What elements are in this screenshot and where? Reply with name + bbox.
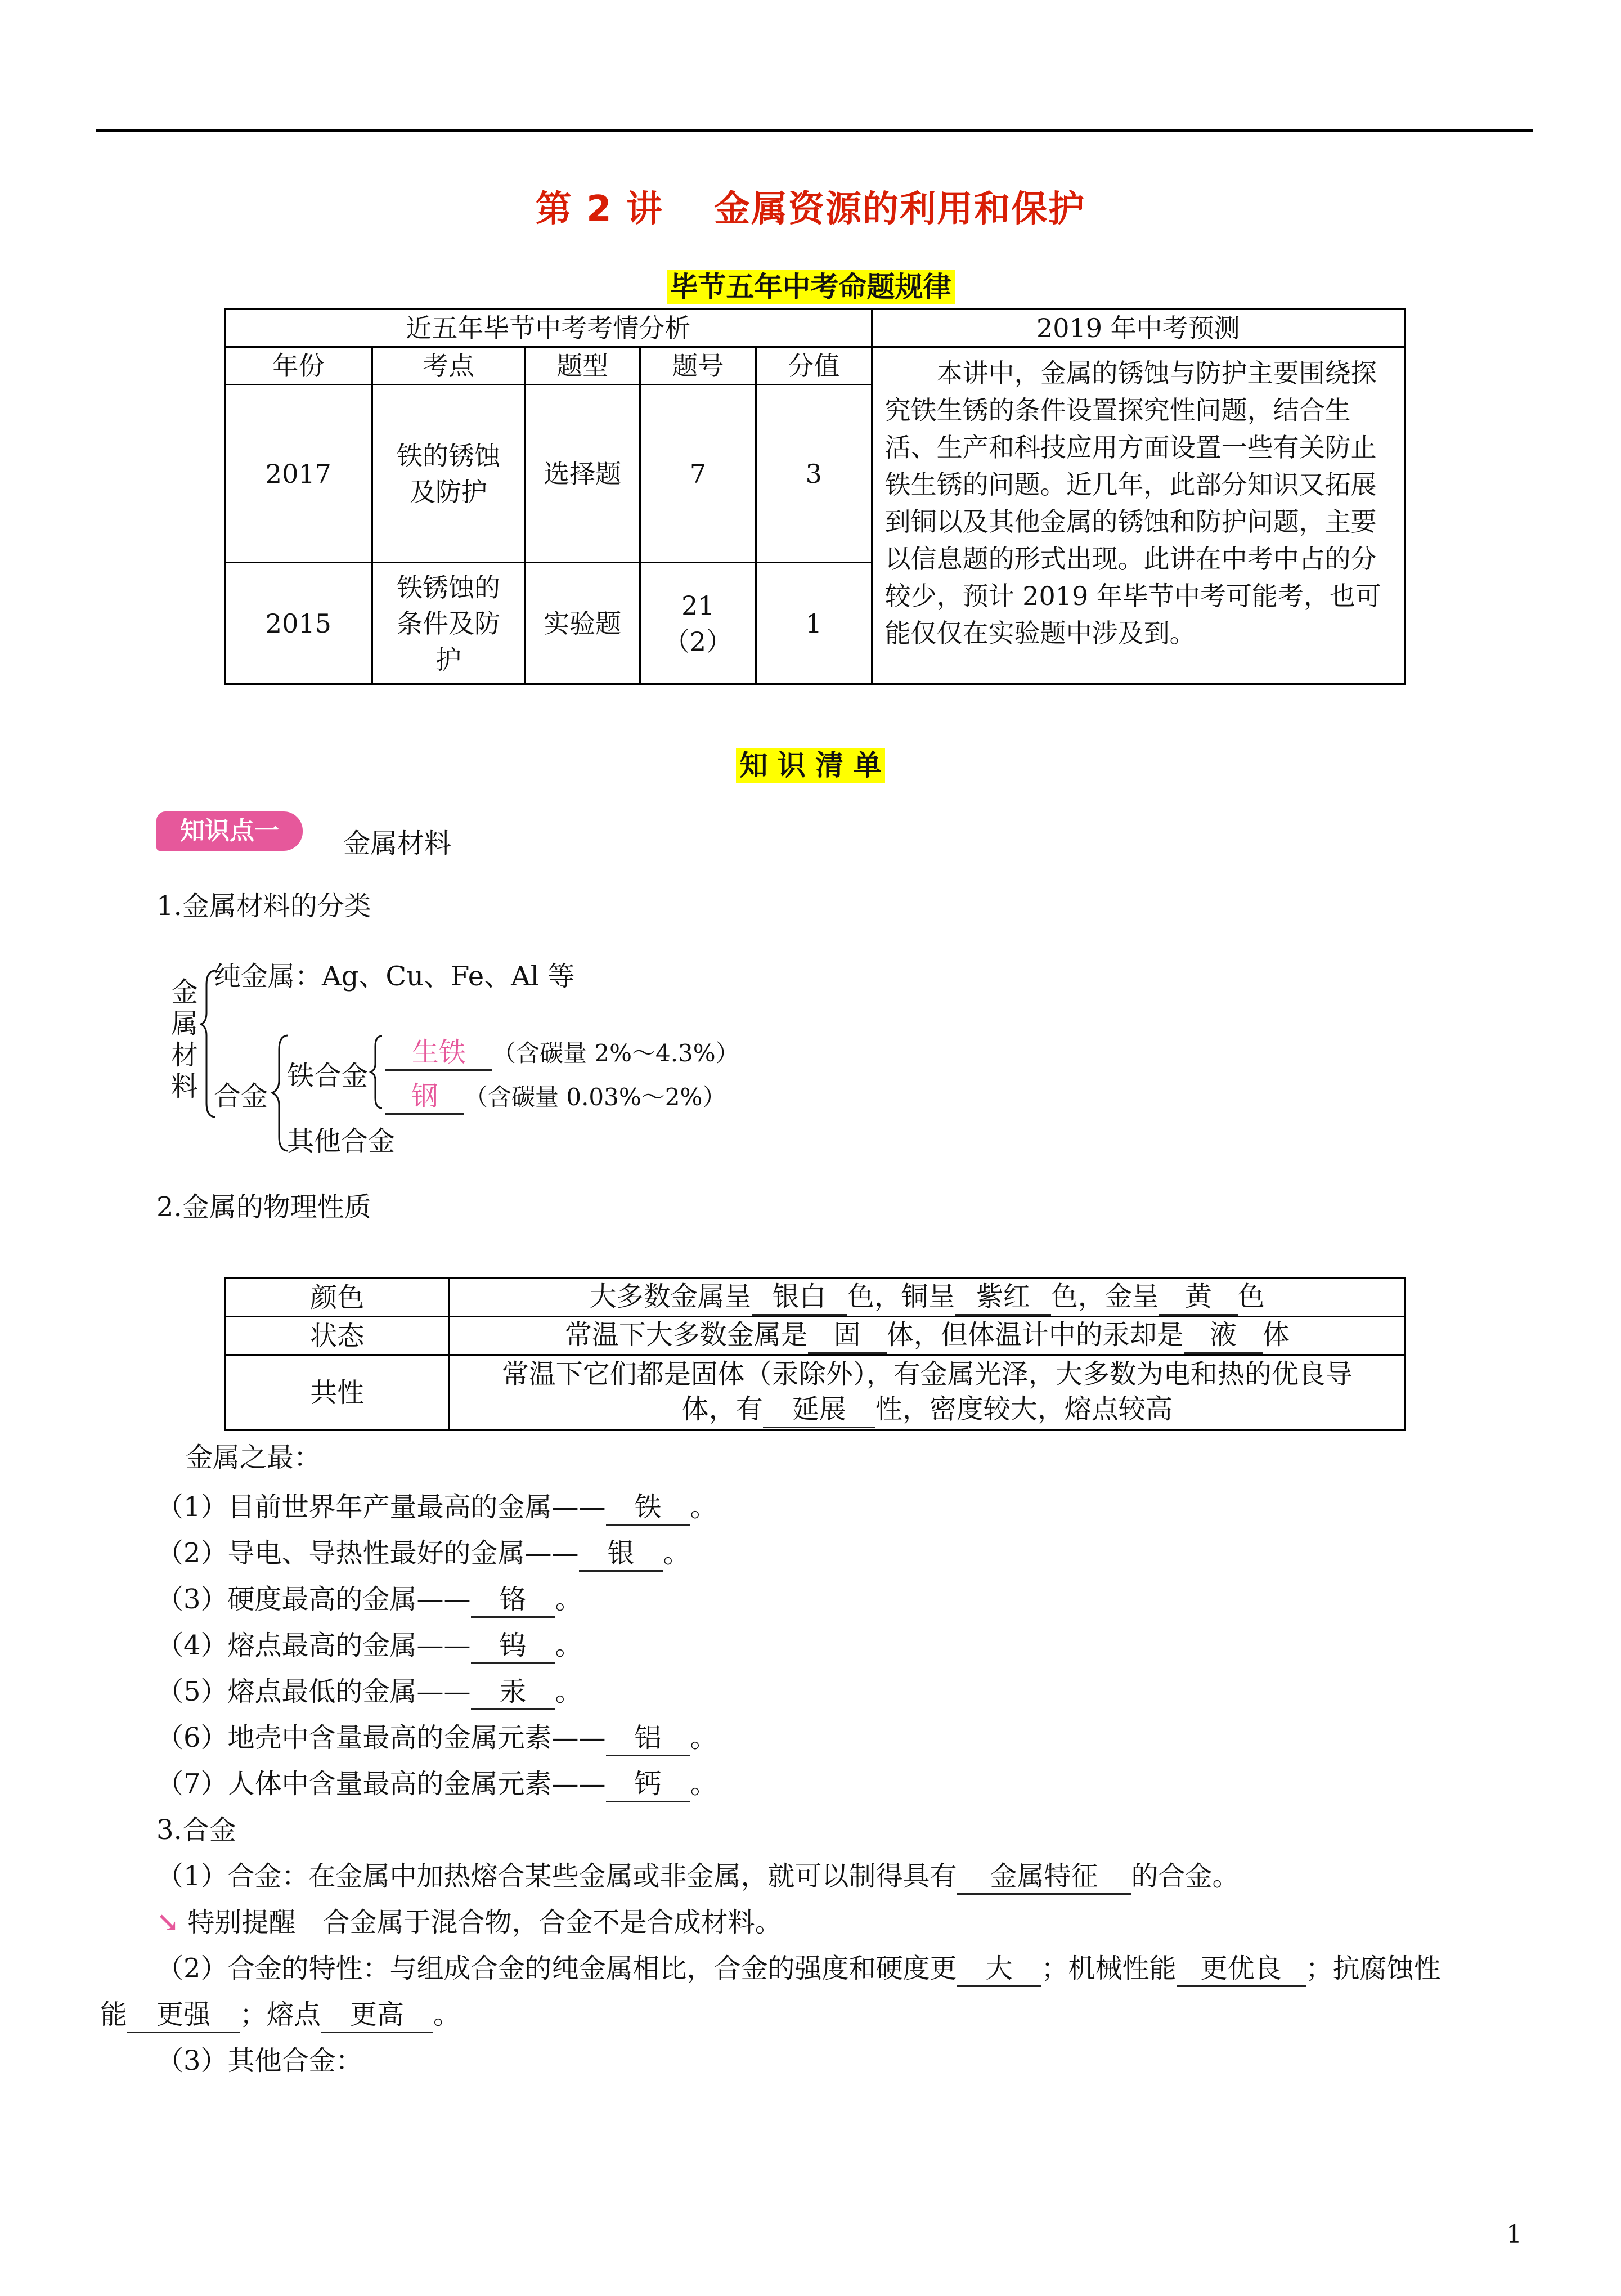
cell-number: 7 <box>640 385 756 563</box>
alloy-definition: （1）合金：在金属中加热熔合某些金属或非金属，就可以制得具有 金属特征 的合金。 <box>156 1859 1240 1895</box>
page-number: 1 <box>1506 2220 1522 2249</box>
answer-blank: 铬 <box>471 1582 555 1618</box>
answer-blank: 钙 <box>606 1767 690 1802</box>
answer-blank: 钨 <box>471 1629 555 1664</box>
answer-blank: 银 <box>579 1536 663 1572</box>
col-header-point: 考点 <box>372 347 525 385</box>
answer-blank: 更高 <box>321 1998 433 2033</box>
arrow-tip-icon: ↘ <box>156 1907 179 1938</box>
cell-number: 21（2） <box>640 563 756 684</box>
knowledge-point-badge: 知识点一 <box>156 811 303 851</box>
cell-type: 选择题 <box>525 385 640 563</box>
answer-blank: 延展 <box>763 1392 875 1428</box>
list-item: （1）目前世界年产量最高的金属—— 铁 。 <box>156 1490 717 1526</box>
col-header-score: 分值 <box>756 347 872 385</box>
list-item: （6）地壳中含量最高的金属元素—— 铝 。 <box>156 1721 717 1756</box>
classification-heading: 1.金属材料的分类 <box>156 890 371 922</box>
prediction-text: 本讲中，金属的锈蚀与防护主要围绕探究铁生锈的条件设置探究性问题，结合生活、生产和科技应用方面设置一些有关防止铁生锈的问题。近几年，此部分知识又拓展到铜以及其他金属的锈蚀和防护问题，主要以信息题的形式出现。此讲在中考中占的分较少，预计 2019 年毕节中考可能考，也可能仅仅在实验题中涉及到。 <box>872 347 1404 684</box>
col-header-year: 年份 <box>225 347 372 385</box>
cell-point: 铁的锈蚀及防护 <box>372 385 525 563</box>
steel-note: （含碳量 0.03%～2%） <box>464 1083 726 1111</box>
pig-iron-note: （含碳量 2%～4.3%） <box>492 1039 739 1067</box>
pig-iron-answer: 生铁 <box>385 1035 492 1071</box>
col-header-type: 题型 <box>525 347 640 385</box>
alloy-properties-line1: （2）合金的特性：与组成合金的纯金属相比，合金的强度和硬度更 大 ；机械性能 更优良 ；抗腐蚀性 <box>156 1952 1441 1987</box>
section-knowledge-title: 知 识 清 单 <box>0 743 1621 783</box>
answer-blank: 金属特征 <box>957 1859 1131 1895</box>
section-rule-title: 毕节五年中考命题规律 <box>0 264 1621 305</box>
metal-best-heading: 金属之最： <box>186 1442 321 1473</box>
answer-blank: 紫红 <box>955 1279 1051 1316</box>
exam-table-header-right: 2019 年中考预测 <box>872 310 1404 347</box>
cell-year: 2017 <box>225 385 372 563</box>
list-item: （2）导电、导热性最好的金属—— 银 。 <box>156 1536 690 1572</box>
cell-year: 2015 <box>225 563 372 684</box>
cell-score: 1 <box>756 563 872 684</box>
answer-blank: 铝 <box>606 1721 690 1756</box>
row-label-common: 共性 <box>225 1355 450 1430</box>
table-row <box>225 1317 1405 1355</box>
knowledge-point-title: 金属材料 <box>343 828 452 859</box>
list-item: （7）人体中含量最高的金属元素—— 钙 。 <box>156 1767 717 1802</box>
row-content-color: 大多数金属呈 银白 色，铜呈 紫红 色，金呈 黄 色 <box>450 1279 1405 1317</box>
steel-row <box>385 1079 726 1115</box>
cell-type: 实验题 <box>525 563 640 684</box>
exam-analysis-table <box>224 308 1406 685</box>
answer-blank: 汞 <box>471 1675 555 1710</box>
answer-blank: 铁 <box>606 1490 690 1526</box>
page-title: 第 2 讲 金属资源的利用和保护 <box>535 189 1086 230</box>
physical-properties-table <box>224 1277 1406 1431</box>
pure-metal: 纯金属：Ag、Cu、Fe、Al 等 <box>214 961 575 992</box>
other-alloy-label: 其他合金 <box>287 1125 396 1157</box>
alloy-properties-line2: 能 更强 ；熔点 更高 。 <box>100 1998 460 2033</box>
row-content-common: 常温下它们都是固体（汞除外），有金属光泽，大多数为电和热的优良导 体，有 延展 性，密度较大，熔点较高 <box>450 1355 1405 1430</box>
answer-blank: 固 <box>808 1317 887 1354</box>
special-tip: ↘ 特别提醒 合金属于混合物，合金不是合成材料。 <box>156 1907 782 1938</box>
table-row <box>225 1355 1405 1430</box>
col-header-number: 题号 <box>640 347 756 385</box>
answer-blank: 大 <box>957 1952 1041 1987</box>
alloy-label: 合金 <box>214 1080 268 1112</box>
row-label-state: 状态 <box>225 1317 450 1355</box>
physical-heading: 2.金属的物理性质 <box>156 1191 371 1223</box>
cell-point: 铁锈蚀的条件及防护 <box>372 563 525 684</box>
steel-answer: 钢 <box>385 1079 464 1115</box>
cell-score: 3 <box>756 385 872 563</box>
header-rule <box>96 129 1533 132</box>
iron-alloy-brace <box>369 1033 385 1111</box>
answer-blank: 银白 <box>752 1279 847 1316</box>
answer-blank: 液 <box>1184 1317 1263 1354</box>
tree-root-label: 金属材料 <box>170 976 198 1102</box>
iron-alloy-label: 铁合金 <box>287 1060 369 1092</box>
answer-blank: 黄 <box>1159 1279 1238 1316</box>
exam-table-header-left: 近五年毕节中考考情分析 <box>225 310 872 347</box>
list-item: （4）熔点最高的金属—— 钨 。 <box>156 1629 582 1664</box>
list-item: （5）熔点最低的金属—— 汞 。 <box>156 1675 582 1710</box>
row-label-color: 颜色 <box>225 1279 450 1317</box>
list-item: （3）硬度最高的金属—— 铬 。 <box>156 1582 582 1618</box>
table-row <box>225 1279 1405 1317</box>
answer-blank: 更强 <box>127 1998 240 2033</box>
pig-iron-row <box>385 1035 739 1071</box>
row-content-state: 常温下大多数金属是 固 体，但体温计中的汞却是 液 体 <box>450 1317 1405 1355</box>
answer-blank: 更优良 <box>1177 1952 1306 1987</box>
alloy-heading: 3.合金 <box>156 1814 236 1846</box>
other-alloy-heading: （3）其他合金： <box>156 2045 363 2077</box>
